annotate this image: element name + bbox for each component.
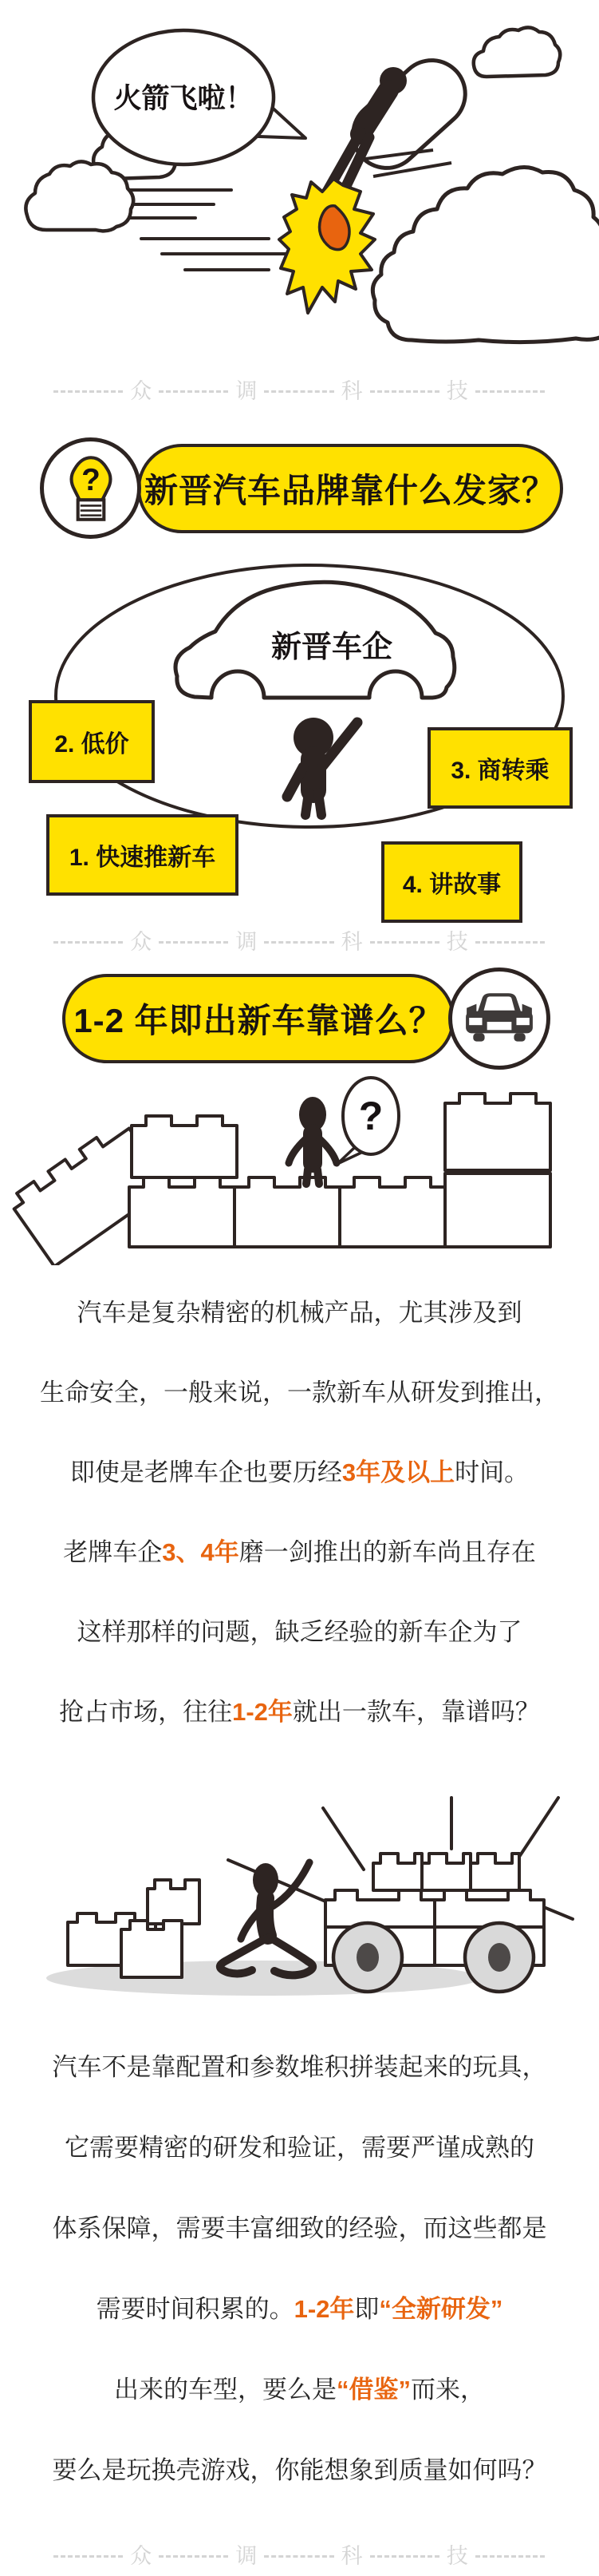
tactic-box-4: 4. 讲故事 <box>381 841 522 923</box>
paragraph-line <box>0 2350 599 2430</box>
tactic-box-2: 2. 低价 <box>29 700 155 783</box>
body-text: 体系保障，需要丰富细致的经验，而这些都是 <box>52 2214 547 2242</box>
divider-dash <box>475 941 545 944</box>
paragraph-line <box>0 1672 599 1752</box>
section2-title: 1-2 年即出新车靠谱么？ <box>73 1002 443 1039</box>
confused-figure <box>289 1097 337 1184</box>
body-text: 汽车不是靠配置和参数堆积拼装起来的玩具， <box>52 2053 547 2081</box>
divider-dash <box>370 941 439 944</box>
body-text: 而来， <box>411 2376 485 2404</box>
divider-dash <box>159 2555 228 2558</box>
paragraph-line <box>0 1513 599 1593</box>
section1-title-banner <box>137 444 563 533</box>
divider-dash <box>264 390 333 393</box>
divider-dash <box>264 2555 333 2558</box>
lightbulb-question-icon <box>58 448 124 529</box>
section1-title: 新晋汽车品牌靠什么发家？ <box>144 472 556 509</box>
watermark-char: 众 <box>130 379 152 403</box>
paragraph-line <box>0 2269 599 2349</box>
rocket-flame-icon <box>279 179 375 313</box>
body-text: 即 <box>354 2295 380 2323</box>
paragraph-line <box>0 1593 599 1672</box>
cloud-icon <box>372 167 599 342</box>
block-wall-scene <box>0 1066 599 1265</box>
lego-blocks-icon <box>8 1094 550 1265</box>
watermark-divider <box>46 374 552 409</box>
watermark-char: 调 <box>235 2544 258 2568</box>
body-text: 时间。 <box>455 1458 530 1486</box>
tactic-box-3: 3. 商转乘 <box>428 727 573 809</box>
paragraph-line <box>0 1273 599 1353</box>
divider-dash <box>159 390 228 393</box>
divider-dash <box>475 390 545 393</box>
hero-rocket-scene <box>0 0 599 375</box>
highlighted-text: 3、4年 <box>162 1538 239 1566</box>
highlighted-text: “全新研发” <box>379 2295 503 2323</box>
question-bubble <box>337 1078 399 1164</box>
loose-blocks-icon <box>68 1880 199 1977</box>
section2-title-banner <box>62 974 455 1063</box>
paragraph-line <box>0 2431 599 2511</box>
body-text: 它需要精密的研发和验证，需要严谨成熟的 <box>65 2134 534 2162</box>
presenter-figure <box>287 718 357 815</box>
paragraph-line <box>0 2028 599 2107</box>
paragraph-line <box>0 1433 599 1513</box>
question-bubble-text: ? <box>358 1094 384 1138</box>
divider-dash <box>53 390 123 393</box>
body-text: 抢占市场，往往 <box>59 1698 233 1726</box>
watermark-char: 调 <box>235 930 258 954</box>
paragraph-line <box>0 1353 599 1433</box>
divider-dash <box>370 390 439 393</box>
body-text: 生命安全，一般来说，一款新车从研发到推出， <box>40 1379 559 1407</box>
block-cart-scene <box>0 1744 599 1996</box>
divider-dash <box>53 2555 123 2558</box>
watermark-char: 调 <box>235 379 258 403</box>
cheering-figure <box>220 1862 313 1975</box>
paragraph-line <box>0 2108 599 2188</box>
watermark-char: 科 <box>341 2544 363 2568</box>
watermark-divider <box>46 924 552 960</box>
highlighted-text: 1-2年 <box>294 2295 355 2323</box>
watermark-char: 科 <box>341 379 363 403</box>
divider-dash <box>475 2555 545 2558</box>
body-text: 需要时间积累的。 <box>96 2295 294 2323</box>
highlighted-text: “借鉴” <box>337 2376 411 2404</box>
watermark-char: 科 <box>341 930 363 954</box>
body-text: 出来的车型，要么是 <box>114 2376 337 2404</box>
body-text: 要么是玩换壳游戏，你能想象到质量如何吗？ <box>52 2456 547 2484</box>
body-text: 即使是老牌车企也要历经 <box>69 1458 342 1486</box>
tactic-box-1: 1. 快速推新车 <box>46 814 238 896</box>
bulb-question-text: ? <box>81 462 100 497</box>
highlighted-text: 1-2年 <box>232 1698 293 1726</box>
watermark-char: 技 <box>446 2544 468 2568</box>
divider-dash <box>370 2555 439 2558</box>
body-text: 汽车是复杂精密的机械产品，尤其涉及到 <box>77 1299 522 1327</box>
watermark-char: 技 <box>446 930 468 954</box>
body-text: 老牌车企 <box>63 1538 163 1566</box>
highlighted-text: 3年及以上 <box>341 1458 455 1486</box>
body-text: 这样那样的问题，缺乏经验的新车企为了 <box>77 1618 522 1646</box>
paragraph-line <box>0 2189 599 2269</box>
divider-dash <box>53 941 123 944</box>
section2-badge <box>448 967 550 1070</box>
cloud-label: 新晋车企 <box>271 631 393 664</box>
speech-bubble <box>93 30 305 164</box>
car-icon <box>463 990 536 1047</box>
watermark-char: 众 <box>130 930 152 954</box>
body-text: 磨一剑推出的新车尚且存在 <box>238 1538 536 1566</box>
watermark-divider <box>46 2538 552 2574</box>
divider-dash <box>264 941 333 944</box>
divider-dash <box>159 941 228 944</box>
speech-bubble-text: 火箭飞啦！ <box>113 83 254 114</box>
cloud-icon <box>474 27 561 77</box>
watermark-char: 技 <box>446 379 468 403</box>
body-text: 就出一款车，靠谱吗？ <box>292 1698 540 1726</box>
watermark-char: 众 <box>130 2544 152 2568</box>
section1-badge <box>40 437 141 539</box>
